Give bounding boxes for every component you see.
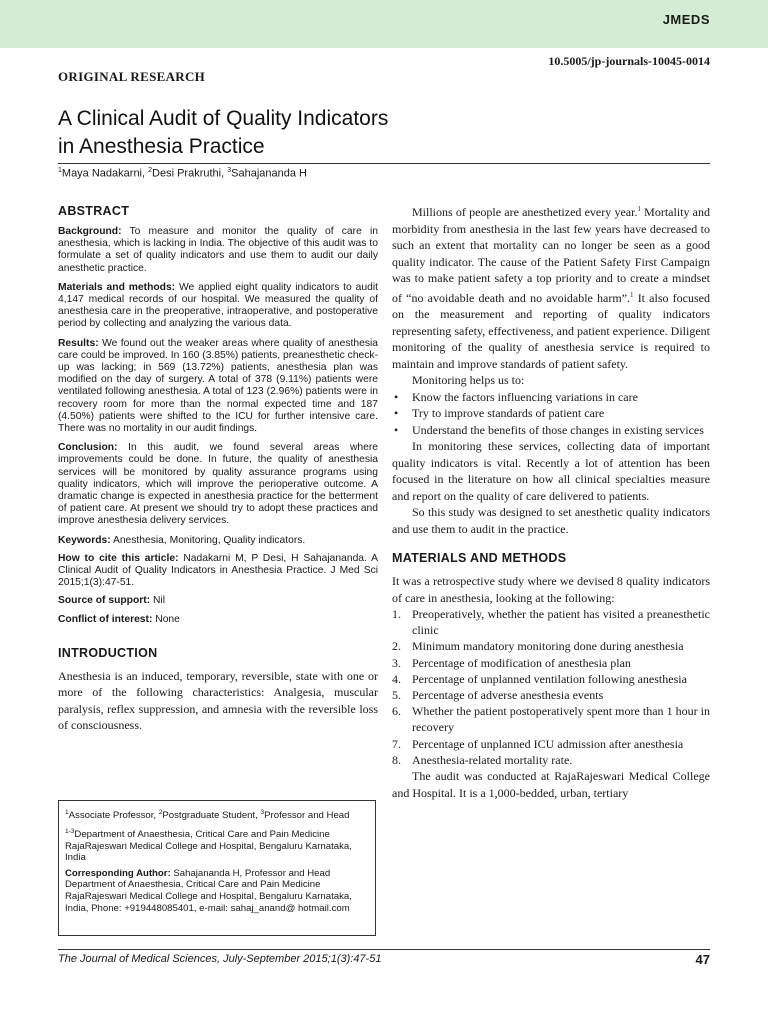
indicator-item: [392, 638, 710, 654]
author-list: [58, 167, 307, 180]
bullet-text: Understand the benefits of those changes in existing services: [412, 422, 704, 437]
abstract-methods: [58, 282, 378, 331]
doi: 10.5005/jp-journals-10045-0014: [548, 54, 710, 68]
citation-info: [58, 553, 378, 590]
corr-label: Corresponding Author:: [65, 867, 171, 879]
indicator-item: [392, 655, 710, 671]
methods-label: Materials and methods:: [58, 281, 176, 293]
introduction-heading: INTRODUCTION: [58, 645, 158, 660]
results-text: We found out the weaker areas where quality of anesthesia care could be improved. In 160 (3.85%) patients, preanesthetic check-up was lacking; in 569 (13.72%) patients, anesthesia plan was modified on the day of surgery. A total of 378 (9.11%) patients were ventilated following anesthesia. A total of 123 (2.96%) patients were in recovery room for more than the normal expected time and 187 (4.50%) patients were shifted to the ICU for further intensive care. There was no mortality in our audit findings.: [58, 337, 378, 435]
methods-paragraph: The audit was conducted at RajaRajeswari Medical College and Hospital. It is a 1,000-bedded, urban, tertiary: [392, 769, 710, 800]
author-1-sup: 1: [58, 167, 62, 174]
author-2-sup: 2: [148, 167, 153, 174]
introduction-text: Anesthesia is an induced, temporary, reversible, state with one or more of the following characteristics: Analgesia, muscular paralysis, reflex suppression, and amnesia with the reversible loss of consciousness.: [58, 668, 378, 733]
indicator-text: Percentage of adverse anesthesia events: [412, 688, 604, 703]
abstract-heading: ABSTRACT: [58, 204, 130, 218]
conflict-text: None: [152, 613, 180, 625]
indicator-item: [392, 736, 710, 752]
bullet-item: [392, 422, 710, 439]
title-line-1: A Clinical Audit of Quality Indicators: [58, 107, 389, 130]
journal-citation: The Journal of Medical Sciences, July-September 2015;1(3):47-51: [58, 953, 382, 965]
indicator-number: 6.: [392, 704, 401, 719]
role-1-sup: 1: [65, 809, 69, 816]
right-column: [392, 201, 710, 801]
indicator-text: Minimum mandatory monitoring done during anesthesia: [412, 639, 684, 654]
conflict-of-interest: [58, 614, 378, 626]
role-2-sup: 2: [158, 809, 163, 816]
indicator-text: Percentage of unplanned ICU admission after anesthesia: [412, 736, 684, 751]
keywords-text: Anesthesia, Monitoring, Quality indicators.: [110, 534, 306, 546]
conclusion-text: In this audit, we found several areas where improvements could be done. In future, the quality of anesthesia services will be monitored by quality assurance programs using quality indicators, which will improve the perioperative outcome. A dramatic change is expected in anesthesia practice for the betterment of patient care. At present we should try to adopt these practices and improve anesthesia delivery services.: [58, 442, 378, 527]
conclusion-label: Conclusion:: [58, 442, 118, 454]
role-2: Postgraduate Student,: [162, 810, 261, 822]
role-1: Associate Professor,: [68, 810, 159, 822]
background-text: To measure and monitor the quality of care in anesthesia, which is lacking in India. The objective of this audit was to formulate a set of quality indicators and use them to audit our daily anesthetic practice.: [58, 226, 378, 274]
affiliation-box: [58, 800, 376, 936]
journal-header-bar: [0, 0, 768, 48]
section-type: ORIGINAL RESEARCH: [58, 69, 206, 84]
indicator-number: 8.: [392, 752, 401, 767]
results-label: Results:: [58, 337, 99, 349]
indicator-number: 4.: [392, 671, 401, 686]
support-label: Source of support:: [58, 595, 151, 607]
conflict-label: Conflict of interest:: [58, 613, 153, 625]
ref-1: 1: [637, 205, 641, 213]
indicator-text: Percentage of modification of anesthesia plan: [412, 655, 631, 670]
indicator-item: [392, 703, 710, 735]
bullet-icon: •: [394, 389, 399, 404]
indicator-number: 7.: [392, 736, 401, 751]
intro-paragraph-2: In monitoring these services, collecting data of important quality indicators is vital. Recently a lot of attention has been focused in the literature on how all clinical specialties measure and report on the quality of care delivered to patients.: [392, 439, 710, 503]
source-of-support: [58, 595, 378, 607]
bullet-icon: •: [394, 422, 399, 437]
intro-paragraph-1: [392, 201, 710, 372]
para1-part1: Millions of people are anesthetized every year.: [412, 205, 638, 219]
indicator-number: 1.: [392, 607, 401, 621]
bullet-item: [392, 389, 710, 406]
indicator-item: [392, 752, 710, 768]
abstract-results: [58, 338, 378, 436]
role-3: Professor and Head: [264, 810, 350, 822]
para1-part2: Mortality and morbidity from anesthesia in the last few years have decreased to such an extent that mortality can no longer be seen as a good quality indicator. The cause of the Patient Safety First Campaign was to make patient safety a top priority and to create a mindset of “no avoidable death and no avoidable harm”.: [392, 205, 711, 305]
methods-text: We applied eight quality indicators to audit 4,147 medical records of our hospital. We measured the quality of anesthesia care in the preoperative, intraoperative, and postoperative period by collecting and analyzing the various data.: [58, 281, 378, 330]
role-3-sup: 3: [260, 809, 265, 816]
indicator-number: 3.: [392, 655, 401, 670]
department: [65, 826, 369, 864]
journal-tag: JMEDS: [662, 12, 710, 27]
cite-label: How to cite this article:: [58, 552, 179, 564]
author-1: Maya Nadakarni,: [61, 167, 149, 180]
cite-text: Nadakarni M, P Desi, H Sahajananda. A Clinical Audit of Quality Indicators in Anesthesia Practice. J Med Sci 2015;1(3):47-51.: [58, 552, 378, 589]
monitoring-list: [392, 389, 710, 439]
author-roles: [65, 807, 369, 822]
keywords-label: Keywords:: [58, 534, 111, 546]
bullet-text: Try to improve standards of patient care: [412, 406, 605, 420]
indicator-text: Percentage of unplanned ventilation following anesthesia: [412, 671, 687, 686]
abstract-conclusion: [58, 442, 378, 527]
left-column: [58, 204, 378, 734]
indicator-item: [392, 687, 710, 703]
methods-intro: It was a retrospective study where we devised 8 quality indicators of care in anesthesia, looking at the following:: [392, 574, 710, 605]
indicator-text: Whether the patient postoperatively spent more than 1 hour in recovery: [412, 704, 710, 735]
title-divider: [58, 163, 710, 164]
author-3-sup: 3: [227, 167, 232, 174]
background-label: Background:: [58, 226, 122, 237]
footer-divider: [58, 949, 710, 950]
indicator-text: Anesthesia-related mortality rate.: [412, 752, 573, 767]
methods-heading: MATERIALS AND METHODS: [392, 551, 567, 565]
author-2: Desi Prakruthi,: [152, 167, 228, 180]
corresponding-author: [65, 868, 369, 914]
author-3: Sahajananda H: [231, 167, 307, 180]
bullet-text: Know the factors influencing variations in care: [412, 389, 638, 404]
indicator-item: [392, 671, 710, 687]
dept-sup: 1-3: [65, 827, 75, 835]
support-text: Nil: [150, 595, 165, 607]
department-text: Department of Anaesthesia, Critical Care and Pain Medicine RajaRajeswari Medical College and Hospital, Bengaluru Karnataka, India: [65, 828, 352, 864]
bullet-icon: •: [394, 406, 399, 420]
abstract-background: [58, 226, 378, 275]
ref-1b: 1: [630, 290, 634, 299]
indicator-number: 5.: [392, 688, 401, 703]
article-title: [58, 105, 658, 161]
monitoring-intro: Monitoring helps us to:: [412, 373, 525, 387]
indicator-text: Preoperatively, whether the patient has visited a preanesthetic clinic: [412, 607, 710, 638]
intro-paragraph-3: So this study was designed to set anesthetic quality indicators and use them to audit in the practice.: [392, 505, 710, 536]
title-line-2: in Anesthesia Practice: [58, 135, 265, 158]
bullet-item: [392, 405, 710, 422]
page-number: 47: [695, 952, 710, 967]
indicator-list: [392, 606, 710, 768]
para1-part3: It also focused on the measurement and reporting of quality indicators representing safety, effectiveness, and patient experience. Diligent monitoring of the quality of anesthesia service is required to maintain and improve standards of patient safety.: [392, 290, 710, 371]
indicator-item: [392, 606, 710, 638]
corr-text: Sahajananda H, Professor and Head Department of Anaesthesia, Critical Care and Pain Medicine RajaRajeswari Medical College and Hospital, Bengaluru Karnataka, India, Phone: +919448085401, e-mail: sahaj_anand@ hotmail.com: [65, 867, 352, 914]
indicator-number: 2.: [392, 639, 401, 654]
keywords: [58, 535, 378, 547]
